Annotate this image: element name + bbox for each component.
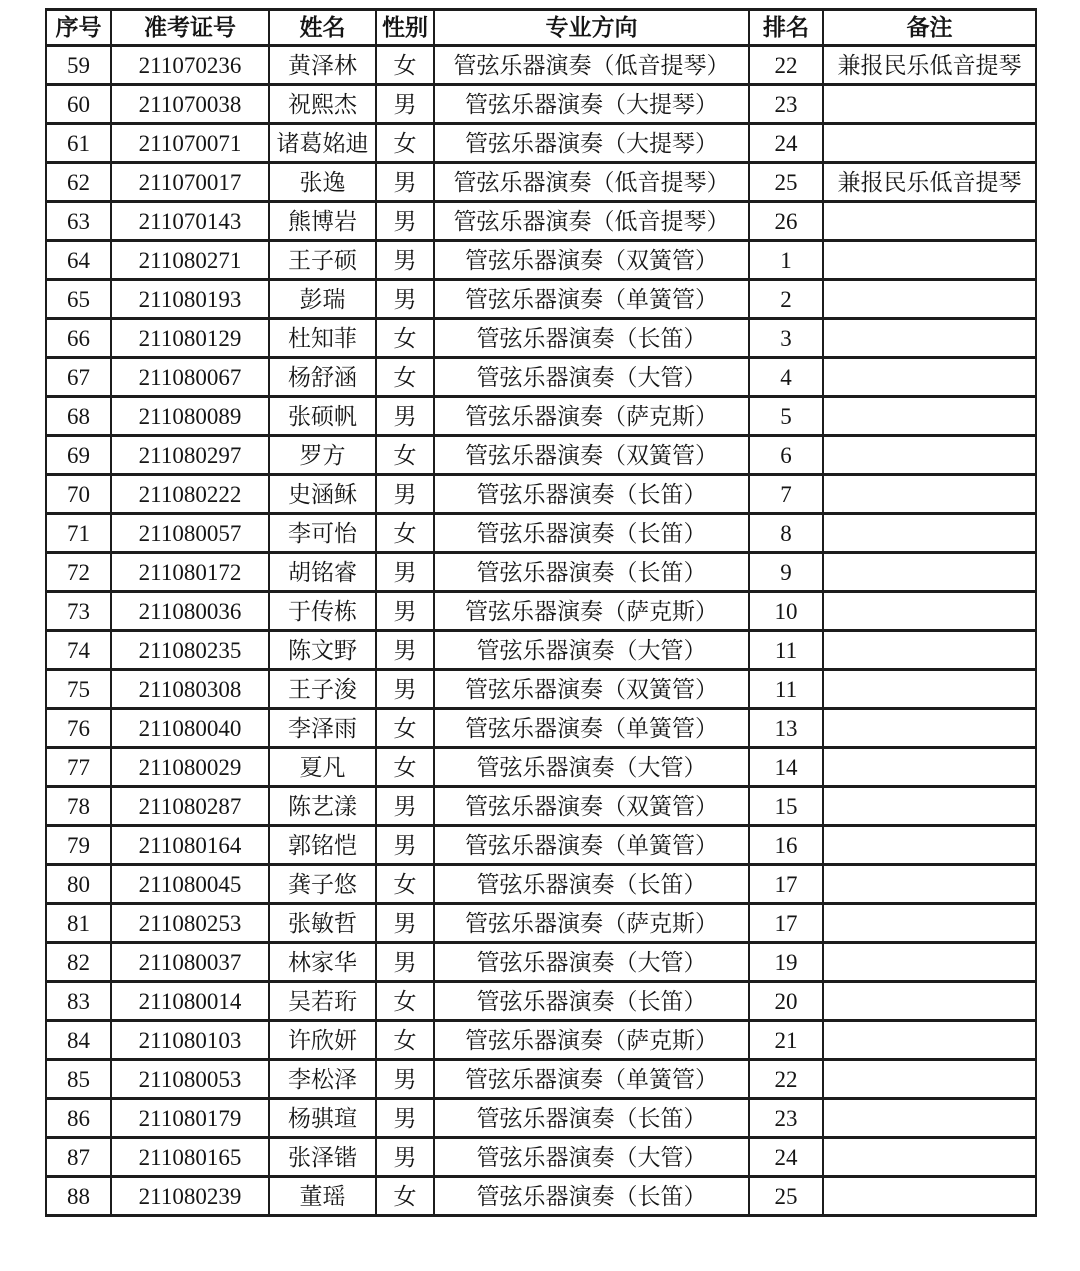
cell-gender: 女 — [376, 1021, 434, 1060]
cell-gender: 男 — [376, 397, 434, 436]
table-row — [46, 787, 1036, 826]
cell-gender: 男 — [376, 592, 434, 631]
cell-rank: 17 — [749, 904, 823, 943]
cell-rank: 16 — [749, 826, 823, 865]
cell-seq: 80 — [46, 865, 111, 904]
cell-major: 管弦乐器演奏（长笛） — [434, 514, 749, 553]
cell-ticket-number: 211070236 — [111, 46, 269, 85]
cell-major: 管弦乐器演奏（低音提琴） — [434, 163, 749, 202]
cell-gender: 女 — [376, 319, 434, 358]
table-row — [46, 163, 1036, 202]
cell-gender: 男 — [376, 85, 434, 124]
cell-rank: 4 — [749, 358, 823, 397]
cell-seq: 84 — [46, 1021, 111, 1060]
cell-gender: 男 — [376, 280, 434, 319]
cell-ticket-number: 211080222 — [111, 475, 269, 514]
cell-name: 李泽雨 — [269, 709, 376, 748]
cell-major: 管弦乐器演奏（单簧管） — [434, 709, 749, 748]
cell-seq: 68 — [46, 397, 111, 436]
cell-major: 管弦乐器演奏（大管） — [434, 631, 749, 670]
cell-major: 管弦乐器演奏（萨克斯） — [434, 904, 749, 943]
cell-ticket-number: 211080253 — [111, 904, 269, 943]
exam-results-table — [45, 8, 1037, 1217]
cell-seq: 66 — [46, 319, 111, 358]
cell-major: 管弦乐器演奏（长笛） — [434, 1099, 749, 1138]
cell-major: 管弦乐器演奏（长笛） — [434, 319, 749, 358]
cell-ticket-number: 211080014 — [111, 982, 269, 1021]
cell-remark — [823, 319, 1036, 358]
cell-gender: 男 — [376, 787, 434, 826]
column-header-name: 姓名 — [269, 10, 376, 46]
table-row — [46, 514, 1036, 553]
table-row — [46, 826, 1036, 865]
table-row — [46, 1060, 1036, 1099]
cell-name: 诸葛姳迪 — [269, 124, 376, 163]
cell-gender: 女 — [376, 709, 434, 748]
cell-name: 张硕帆 — [269, 397, 376, 436]
cell-remark: 兼报民乐低音提琴 — [823, 46, 1036, 85]
cell-rank: 15 — [749, 787, 823, 826]
cell-name: 杜知菲 — [269, 319, 376, 358]
cell-seq: 65 — [46, 280, 111, 319]
cell-ticket-number: 211080029 — [111, 748, 269, 787]
cell-seq: 79 — [46, 826, 111, 865]
cell-seq: 69 — [46, 436, 111, 475]
cell-major: 管弦乐器演奏（低音提琴） — [434, 202, 749, 241]
cell-major: 管弦乐器演奏（单簧管） — [434, 280, 749, 319]
cell-remark — [823, 748, 1036, 787]
table-row — [46, 1099, 1036, 1138]
cell-seq: 83 — [46, 982, 111, 1021]
cell-name: 彭瑞 — [269, 280, 376, 319]
cell-remark — [823, 943, 1036, 982]
cell-remark — [823, 1060, 1036, 1099]
cell-remark: 兼报民乐低音提琴 — [823, 163, 1036, 202]
cell-ticket-number: 211080067 — [111, 358, 269, 397]
cell-gender: 男 — [376, 826, 434, 865]
table-row — [46, 1021, 1036, 1060]
cell-rank: 11 — [749, 670, 823, 709]
cell-major: 管弦乐器演奏（双簧管） — [434, 436, 749, 475]
table-row — [46, 1138, 1036, 1177]
cell-rank: 21 — [749, 1021, 823, 1060]
table-row — [46, 904, 1036, 943]
cell-seq: 75 — [46, 670, 111, 709]
cell-remark — [823, 1021, 1036, 1060]
cell-ticket-number: 211080239 — [111, 1177, 269, 1216]
cell-rank: 9 — [749, 553, 823, 592]
cell-major: 管弦乐器演奏（萨克斯） — [434, 397, 749, 436]
cell-name: 于传栋 — [269, 592, 376, 631]
cell-rank: 23 — [749, 1099, 823, 1138]
cell-major: 管弦乐器演奏（长笛） — [434, 982, 749, 1021]
cell-rank: 1 — [749, 241, 823, 280]
cell-rank: 6 — [749, 436, 823, 475]
table-row — [46, 1177, 1036, 1216]
cell-rank: 5 — [749, 397, 823, 436]
cell-name: 林家华 — [269, 943, 376, 982]
cell-name: 陈文野 — [269, 631, 376, 670]
column-header-seq: 序号 — [46, 10, 111, 46]
cell-seq: 61 — [46, 124, 111, 163]
cell-ticket-number: 211080165 — [111, 1138, 269, 1177]
table-row — [46, 943, 1036, 982]
table-row — [46, 358, 1036, 397]
cell-rank: 20 — [749, 982, 823, 1021]
cell-seq: 77 — [46, 748, 111, 787]
cell-remark — [823, 1177, 1036, 1216]
cell-ticket-number: 211080089 — [111, 397, 269, 436]
cell-seq: 59 — [46, 46, 111, 85]
cell-seq: 81 — [46, 904, 111, 943]
cell-gender: 女 — [376, 982, 434, 1021]
cell-remark — [823, 436, 1036, 475]
cell-rank: 7 — [749, 475, 823, 514]
cell-remark — [823, 1138, 1036, 1177]
table-row — [46, 553, 1036, 592]
cell-gender: 男 — [376, 670, 434, 709]
cell-remark — [823, 124, 1036, 163]
cell-seq: 88 — [46, 1177, 111, 1216]
cell-remark — [823, 280, 1036, 319]
cell-major: 管弦乐器演奏（单簧管） — [434, 826, 749, 865]
cell-seq: 73 — [46, 592, 111, 631]
cell-name: 杨骐瑄 — [269, 1099, 376, 1138]
cell-seq: 70 — [46, 475, 111, 514]
cell-major: 管弦乐器演奏（大管） — [434, 748, 749, 787]
column-header-remark: 备注 — [823, 10, 1036, 46]
cell-major: 管弦乐器演奏（长笛） — [434, 1177, 749, 1216]
cell-gender: 男 — [376, 943, 434, 982]
cell-gender: 女 — [376, 514, 434, 553]
table-row — [46, 475, 1036, 514]
cell-seq: 86 — [46, 1099, 111, 1138]
cell-ticket-number: 211080045 — [111, 865, 269, 904]
cell-name: 许欣妍 — [269, 1021, 376, 1060]
cell-remark — [823, 670, 1036, 709]
cell-remark — [823, 514, 1036, 553]
cell-major: 管弦乐器演奏（长笛） — [434, 553, 749, 592]
cell-remark — [823, 865, 1036, 904]
cell-major: 管弦乐器演奏（长笛） — [434, 865, 749, 904]
cell-ticket-number: 211070017 — [111, 163, 269, 202]
cell-rank: 22 — [749, 46, 823, 85]
cell-remark — [823, 85, 1036, 124]
cell-name: 史涵稣 — [269, 475, 376, 514]
cell-rank: 17 — [749, 865, 823, 904]
cell-ticket-number: 211080164 — [111, 826, 269, 865]
cell-ticket-number: 211080172 — [111, 553, 269, 592]
cell-remark — [823, 553, 1036, 592]
cell-remark — [823, 202, 1036, 241]
table-row — [46, 319, 1036, 358]
cell-major: 管弦乐器演奏（单簧管） — [434, 1060, 749, 1099]
cell-gender: 女 — [376, 865, 434, 904]
cell-rank: 19 — [749, 943, 823, 982]
cell-rank: 24 — [749, 124, 823, 163]
cell-major: 管弦乐器演奏（低音提琴） — [434, 46, 749, 85]
cell-gender: 女 — [376, 46, 434, 85]
cell-name: 黄泽林 — [269, 46, 376, 85]
table-row — [46, 982, 1036, 1021]
cell-rank: 10 — [749, 592, 823, 631]
cell-major: 管弦乐器演奏（双簧管） — [434, 787, 749, 826]
cell-gender: 男 — [376, 553, 434, 592]
cell-remark — [823, 826, 1036, 865]
cell-gender: 男 — [376, 1099, 434, 1138]
cell-seq: 87 — [46, 1138, 111, 1177]
cell-ticket-number: 211080037 — [111, 943, 269, 982]
cell-seq: 67 — [46, 358, 111, 397]
cell-remark — [823, 904, 1036, 943]
cell-seq: 85 — [46, 1060, 111, 1099]
cell-gender: 女 — [376, 358, 434, 397]
cell-major: 管弦乐器演奏（萨克斯） — [434, 592, 749, 631]
cell-rank: 23 — [749, 85, 823, 124]
cell-ticket-number: 211080287 — [111, 787, 269, 826]
cell-ticket-number: 211080193 — [111, 280, 269, 319]
cell-rank: 11 — [749, 631, 823, 670]
cell-seq: 82 — [46, 943, 111, 982]
table-row — [46, 436, 1036, 475]
cell-rank: 2 — [749, 280, 823, 319]
cell-gender: 女 — [376, 1177, 434, 1216]
cell-gender: 女 — [376, 748, 434, 787]
cell-gender: 男 — [376, 1060, 434, 1099]
table-row — [46, 124, 1036, 163]
cell-ticket-number: 211080053 — [111, 1060, 269, 1099]
cell-name: 董瑶 — [269, 1177, 376, 1216]
cell-name: 吴若珩 — [269, 982, 376, 1021]
cell-name: 张泽锴 — [269, 1138, 376, 1177]
cell-gender: 男 — [376, 631, 434, 670]
cell-rank: 14 — [749, 748, 823, 787]
table-header-row — [46, 10, 1036, 46]
cell-name: 龚子悠 — [269, 865, 376, 904]
cell-gender: 男 — [376, 1138, 434, 1177]
column-header-ticket: 准考证号 — [111, 10, 269, 46]
cell-remark — [823, 1099, 1036, 1138]
cell-rank: 25 — [749, 1177, 823, 1216]
cell-rank: 3 — [749, 319, 823, 358]
cell-major: 管弦乐器演奏（双簧管） — [434, 670, 749, 709]
cell-rank: 22 — [749, 1060, 823, 1099]
cell-rank: 8 — [749, 514, 823, 553]
table-row — [46, 670, 1036, 709]
cell-major: 管弦乐器演奏（萨克斯） — [434, 1021, 749, 1060]
table-row — [46, 85, 1036, 124]
cell-name: 王子硕 — [269, 241, 376, 280]
cell-major: 管弦乐器演奏（大管） — [434, 1138, 749, 1177]
cell-name: 王子浚 — [269, 670, 376, 709]
column-header-rank: 排名 — [749, 10, 823, 46]
table-row — [46, 397, 1036, 436]
cell-gender: 男 — [376, 241, 434, 280]
table-body — [46, 46, 1036, 1216]
cell-seq: 72 — [46, 553, 111, 592]
cell-rank: 25 — [749, 163, 823, 202]
column-header-major: 专业方向 — [434, 10, 749, 46]
cell-name: 祝熙杰 — [269, 85, 376, 124]
cell-rank: 24 — [749, 1138, 823, 1177]
cell-name: 夏凡 — [269, 748, 376, 787]
column-header-gender: 性别 — [376, 10, 434, 46]
cell-major: 管弦乐器演奏（双簧管） — [434, 241, 749, 280]
cell-name: 李可怡 — [269, 514, 376, 553]
table-row — [46, 709, 1036, 748]
cell-seq: 62 — [46, 163, 111, 202]
table-row — [46, 202, 1036, 241]
table-row — [46, 865, 1036, 904]
cell-gender: 女 — [376, 124, 434, 163]
cell-ticket-number: 211070143 — [111, 202, 269, 241]
cell-remark — [823, 358, 1036, 397]
cell-seq: 60 — [46, 85, 111, 124]
cell-ticket-number: 211080297 — [111, 436, 269, 475]
cell-name: 胡铭睿 — [269, 553, 376, 592]
cell-remark — [823, 709, 1036, 748]
cell-ticket-number: 211080235 — [111, 631, 269, 670]
cell-name: 郭铭恺 — [269, 826, 376, 865]
cell-name: 杨舒涵 — [269, 358, 376, 397]
table-row — [46, 46, 1036, 85]
cell-seq: 63 — [46, 202, 111, 241]
cell-gender: 男 — [376, 163, 434, 202]
table-row — [46, 748, 1036, 787]
cell-ticket-number: 211080129 — [111, 319, 269, 358]
cell-remark — [823, 787, 1036, 826]
table-header — [46, 10, 1036, 46]
cell-ticket-number: 211080179 — [111, 1099, 269, 1138]
table-row — [46, 280, 1036, 319]
cell-name: 张敏哲 — [269, 904, 376, 943]
cell-major: 管弦乐器演奏（长笛） — [434, 475, 749, 514]
cell-seq: 74 — [46, 631, 111, 670]
cell-ticket-number: 211070038 — [111, 85, 269, 124]
cell-ticket-number: 211080271 — [111, 241, 269, 280]
cell-remark — [823, 397, 1036, 436]
cell-remark — [823, 631, 1036, 670]
cell-remark — [823, 982, 1036, 1021]
cell-gender: 男 — [376, 202, 434, 241]
cell-ticket-number: 211080308 — [111, 670, 269, 709]
cell-name: 熊博岩 — [269, 202, 376, 241]
cell-name: 李松泽 — [269, 1060, 376, 1099]
cell-major: 管弦乐器演奏（大提琴） — [434, 85, 749, 124]
cell-remark — [823, 592, 1036, 631]
table-row — [46, 592, 1036, 631]
cell-ticket-number: 211070071 — [111, 124, 269, 163]
cell-ticket-number: 211080036 — [111, 592, 269, 631]
table-row — [46, 241, 1036, 280]
cell-ticket-number: 211080057 — [111, 514, 269, 553]
cell-seq: 71 — [46, 514, 111, 553]
cell-seq: 64 — [46, 241, 111, 280]
cell-rank: 26 — [749, 202, 823, 241]
cell-rank: 13 — [749, 709, 823, 748]
cell-ticket-number: 211080040 — [111, 709, 269, 748]
cell-remark — [823, 475, 1036, 514]
cell-remark — [823, 241, 1036, 280]
cell-major: 管弦乐器演奏（大管） — [434, 358, 749, 397]
cell-name: 陈艺漾 — [269, 787, 376, 826]
cell-major: 管弦乐器演奏（大提琴） — [434, 124, 749, 163]
cell-gender: 女 — [376, 436, 434, 475]
cell-gender: 男 — [376, 904, 434, 943]
table-row — [46, 631, 1036, 670]
cell-name: 张逸 — [269, 163, 376, 202]
cell-seq: 76 — [46, 709, 111, 748]
cell-major: 管弦乐器演奏（大管） — [434, 943, 749, 982]
cell-ticket-number: 211080103 — [111, 1021, 269, 1060]
cell-name: 罗方 — [269, 436, 376, 475]
cell-seq: 78 — [46, 787, 111, 826]
cell-gender: 男 — [376, 475, 434, 514]
